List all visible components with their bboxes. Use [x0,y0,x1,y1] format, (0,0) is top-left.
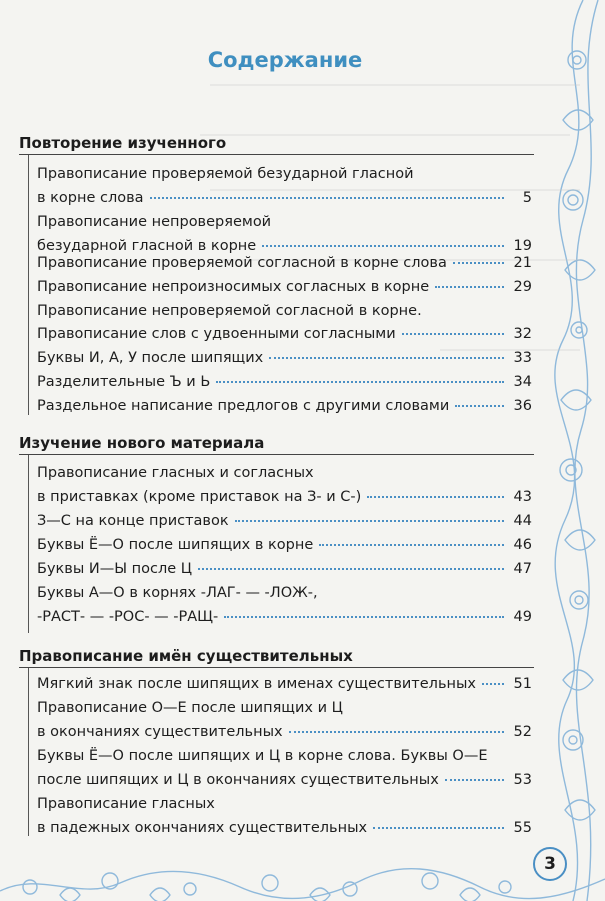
toc-entry-text: Правописание проверяемой безударной гласной [37,166,414,182]
toc-entry-text: Буквы И, А, У после шипящих [37,350,264,366]
toc-entry[interactable] [37,792,532,840]
toc-entry[interactable] [37,696,532,744]
dot-leader [435,286,504,288]
toc-entry-text: в падежных окончаниях существительных [37,820,368,836]
toc-entry[interactable] [37,299,532,323]
toc-entry-text: Правописание непроверяемой [37,214,272,230]
dot-leader [482,683,504,685]
dot-leader [319,544,504,546]
floral-border-bottom [0,861,605,901]
toc-entry-page: 19 [513,238,532,254]
page-number: 3 [533,847,567,881]
dot-leader [289,731,504,733]
toc-entry-text: Правописание проверяемой согласной в корне слова [37,255,447,271]
toc-entry-text: безударной гласной в корне [37,238,257,254]
toc-entry-page: 32 [513,326,532,342]
toc-entry-text: З—С на конце приставок [37,513,229,529]
toc-entry-page: 55 [513,820,532,836]
toc-entry-text: Правописание слов с удвоенными согласными [37,326,396,342]
dot-leader [445,779,504,781]
toc-entry-text: в приставках (кроме приставок на З- и С-) [37,489,362,505]
dot-leader [262,245,504,247]
section-title: Повторение изученного [19,134,227,152]
toc-entry[interactable] [37,509,532,533]
toc-entry-page: 34 [513,374,532,390]
section-entries [28,455,535,633]
toc-entry[interactable] [37,162,532,210]
toc-entry-text: в корне слова [37,190,144,206]
dot-leader [150,197,504,199]
dot-leader [235,520,504,522]
toc-entry[interactable] [37,744,532,792]
toc-entry-page: 29 [513,279,532,295]
section-title: Изучение нового материала [19,434,265,452]
toc-entry-text: Разделительные Ъ и Ь [37,374,211,390]
toc-entry[interactable] [37,394,532,418]
toc-entry-text: Правописание гласных и согласных [37,465,314,481]
dot-leader [269,357,504,359]
dot-leader [402,333,504,335]
toc-entry[interactable] [37,322,532,346]
section-entries [28,668,535,836]
section-title: Правописание имён существительных [19,647,353,665]
toc-entry[interactable] [37,533,532,557]
toc-entry[interactable] [37,672,532,696]
toc-entry[interactable] [37,581,532,629]
toc-entry-page: 36 [513,398,532,414]
toc-entry-text: -РАСТ- — -РОС- — -РАЩ- [37,609,219,625]
toc-entry-text: Буквы И—Ы после Ц [37,561,193,577]
dot-leader [453,262,504,264]
toc-entry-page: 46 [513,537,532,553]
toc-entry-page: 51 [513,676,532,692]
section-entries [28,155,535,415]
toc-entry-page: 47 [513,561,532,577]
dot-leader [224,616,504,618]
dot-leader [455,405,504,407]
toc-entry-text: Буквы Ё—О после шипящих в корне [37,537,314,553]
toc-entry-text: Буквы А—О в корнях -ЛАГ- — -ЛОЖ-, [37,585,318,601]
toc-entry-page: 44 [513,513,532,529]
dot-leader [373,827,504,829]
toc-entry[interactable] [37,370,532,394]
toc-entry[interactable] [37,557,532,581]
toc-entry-text: Правописание непроизносимых согласных в корне [37,279,430,295]
toc-entry[interactable] [37,461,532,509]
toc-entry[interactable] [37,275,532,299]
toc-entry-page: 33 [513,350,532,366]
toc-entry-text: Правописание гласных [37,796,215,812]
toc-entry-text: Мягкий знак после шипящих в именах существительных [37,676,477,692]
toc-entry-page: 43 [513,489,532,505]
dot-leader [198,568,504,570]
toc-entry[interactable] [37,251,532,275]
toc-entry-text: Раздельное написание предлогов с другими словами [37,398,450,414]
toc-entry[interactable] [37,346,532,370]
dot-leader [367,496,504,498]
toc-entry-text: Правописание непроверяемой согласной в корне. [37,303,422,319]
toc-entry-text: после шипящих и Ц в окончаниях существительных [37,772,439,788]
dot-leader [216,381,504,383]
page-title: Содержание [207,48,363,72]
toc-entry-page: 21 [513,255,532,271]
toc-entry-page: 52 [513,724,532,740]
toc-entry-text: Правописание О—Е после шипящих и Ц [37,700,343,716]
toc-entry-page: 53 [513,772,532,788]
toc-entry-text: в окончаниях существительных [37,724,283,740]
toc-entry-page: 5 [522,190,532,206]
toc-entry-page: 49 [513,609,532,625]
toc-entry-text: Буквы Ё—О после шипящих и Ц в корне слова. Буквы О—Е [37,748,488,764]
